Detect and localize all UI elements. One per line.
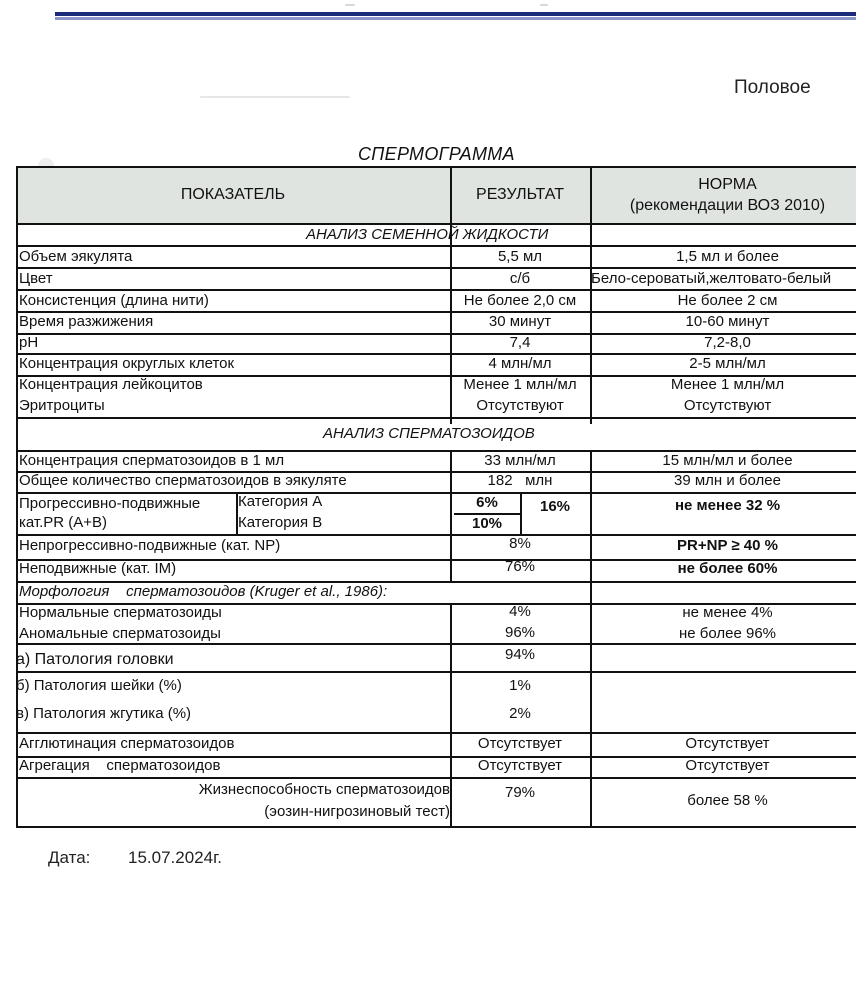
row-result: Отсутствует — [477, 735, 563, 752]
row-name: Объем эякулята — [19, 248, 133, 265]
row-name: Цвет — [19, 270, 53, 287]
category-b-label: Категория В — [238, 514, 323, 531]
row-result: с/б — [509, 270, 531, 287]
row-result: 76% — [504, 558, 536, 575]
table-rule — [16, 417, 856, 419]
row-result: Менее 1 млн/мл — [463, 376, 577, 393]
row-name: Нормальные сперматозоиды — [19, 604, 222, 621]
row-name: Агрегация сперматозоидов — [19, 757, 221, 774]
row-norm: более 58 % — [687, 792, 768, 809]
row-result: 1% — [509, 677, 531, 694]
row-norm: не менее 32 % — [674, 497, 781, 514]
row-name-continued: (эозин-нигрозиновый тест) — [264, 803, 450, 820]
row-name: Аномальные сперматозоиды — [19, 625, 221, 642]
column-header-result: РЕЗУЛЬТАТ — [476, 186, 564, 203]
table-rule — [16, 166, 18, 828]
scan-smudge — [345, 4, 355, 6]
row-norm: не более 96% — [678, 625, 777, 642]
row-name: Консистенция (длина нити) — [19, 292, 209, 309]
row-norm: не более 60% — [677, 560, 778, 577]
row-norm: 39 млн и более — [674, 472, 781, 489]
header-text: Половое — [734, 77, 811, 98]
row-norm: Бело-сероватый,желтовато-белый — [591, 270, 832, 287]
row-name: Эритроциты — [19, 397, 105, 414]
category-a-label: Категория А — [238, 493, 323, 510]
row-result: 182 млн — [487, 472, 553, 489]
row-norm: 7,2-8,0 — [704, 334, 751, 351]
results-table — [16, 166, 856, 828]
row-name-continued: кат.PR (A+B) — [19, 514, 108, 531]
row-norm: 10-60 минут — [685, 313, 770, 330]
scan-smudge — [200, 96, 350, 98]
section-title-semen: АНАЛИЗ СЕМЕННОЙ ЖИДКОСТИ — [306, 226, 549, 243]
row-result: Отсутствуют — [476, 397, 564, 414]
table-rule — [16, 826, 856, 828]
row-result: 4% — [509, 603, 531, 620]
row-result: 30 минут — [488, 313, 552, 330]
document-title: СПЕРМОГРАММА — [358, 144, 515, 164]
row-name: Концентрация лейкоцитов — [19, 376, 203, 393]
row-result: Отсутствует — [477, 757, 563, 774]
morphology-heading: Морфология сперматозоидов (Kruger et al., 1986): — [19, 583, 388, 600]
row-name: pH — [19, 334, 39, 351]
row-norm: Отсутствует — [685, 757, 770, 774]
row-norm: Отсутствуют — [683, 397, 772, 414]
date-label: Дата: — [48, 848, 91, 867]
row-name: Неподвижные (кат. IM) — [19, 560, 177, 577]
row-name: Жизнеспособность сперматозоидов — [198, 781, 450, 798]
row-name: Концентрация сперматозоидов в 1 мл — [19, 452, 285, 469]
row-result: 96% — [504, 624, 536, 641]
column-header-norm-subtitle: (рекомендации ВОЗ 2010) — [629, 197, 826, 214]
row-norm: PR+NP ≥ 40 % — [677, 537, 778, 554]
date-value: 15.07.2024г. — [128, 848, 222, 867]
row-name: Непрогрессивно-подвижные (кат. NP) — [19, 537, 281, 554]
column-header-norm: НОРМА — [698, 176, 757, 193]
row-norm: 1,5 мл и более — [676, 248, 779, 265]
row-result: 5,5 мл — [497, 248, 543, 265]
row-name: Агглютинация сперматозоидов — [19, 735, 235, 752]
row-name: б) Патология шейки (%) — [16, 677, 182, 694]
row-name: Время разжижения — [19, 313, 154, 330]
row-norm: Отсутствует — [685, 735, 770, 752]
table-rule — [16, 166, 856, 168]
header-rule-dark — [55, 12, 856, 16]
row-norm: Менее 1 млн/мл — [670, 376, 785, 393]
category-b-value: 10% — [471, 515, 503, 532]
row-name: Концентрация округлых клеток — [19, 355, 235, 372]
table-rule — [16, 777, 856, 779]
row-norm: 2-5 млн/мл — [689, 355, 766, 372]
table-rule — [16, 671, 856, 673]
row-result: 8% — [509, 535, 531, 552]
row-result: 2% — [509, 705, 531, 722]
column-header-indicator: ПОКАЗАТЕЛЬ — [180, 186, 286, 203]
category-a-value: 6% — [476, 494, 498, 511]
row-norm: 15 млн/мл и более — [662, 452, 793, 469]
row-name: Прогрессивно-подвижные — [19, 495, 201, 512]
row-result: 7,4 — [509, 334, 531, 351]
row-result: 94% — [504, 646, 536, 663]
row-name: а) Патология головки — [16, 651, 174, 668]
row-result: 33 млн/мл — [484, 452, 556, 469]
row-result: Не более 2,0 см — [463, 292, 577, 309]
section-title-sperm: АНАЛИЗ СПЕРМАТОЗОИДОВ — [323, 425, 535, 442]
progressive-sum: 16% — [539, 498, 571, 515]
header-rule-light — [55, 17, 856, 20]
row-norm: Не более 2 см — [677, 292, 778, 309]
row-name: в) Патология жгутика (%) — [16, 705, 192, 722]
row-name: Общее количество сперматозоидов в эякуляте — [19, 472, 347, 489]
scan-smudge — [540, 4, 548, 6]
row-result: 4 млн/мл — [488, 355, 552, 372]
row-result: 79% — [504, 784, 536, 801]
row-norm: не менее 4% — [682, 604, 773, 621]
